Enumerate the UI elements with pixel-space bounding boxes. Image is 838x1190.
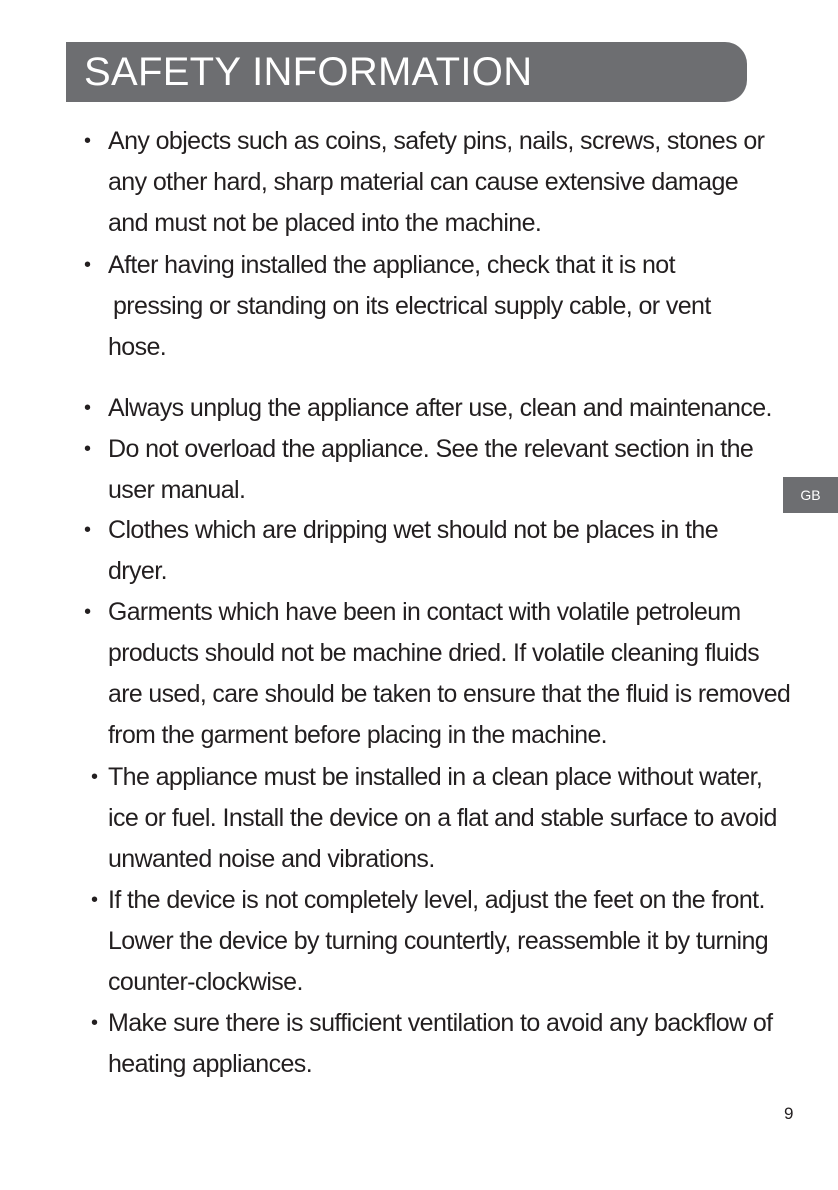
bullet-item	[91, 757, 777, 880]
bullet-marker: •	[84, 397, 91, 419]
bullet-item	[84, 121, 765, 244]
language-tab: GB	[783, 477, 838, 513]
section-title: SAFETY INFORMATION	[84, 50, 533, 94]
text-line: heating appliances.	[108, 1050, 313, 1078]
section-header	[66, 42, 747, 102]
bullet-marker: •	[84, 601, 91, 623]
text-line: dryer.	[108, 557, 167, 585]
text-line: Do not overload the appliance. See the relevant section in the	[108, 435, 754, 463]
text-line: are used, care should be taken to ensure that the fluid is removed	[108, 680, 791, 708]
text-line: unwanted noise and vibrations.	[108, 845, 435, 873]
text-line: Make sure there is sufficient ventilation to avoid any backflow of	[108, 1009, 773, 1037]
bullet-item	[91, 880, 769, 1003]
bullet-item	[84, 388, 772, 429]
bullet-item	[84, 592, 791, 756]
bullet-marker: •	[91, 889, 98, 911]
bullet-item	[91, 1003, 773, 1085]
text-line: user manual.	[108, 476, 246, 504]
text-line: After having installed the appliance, check that it is not	[108, 251, 675, 279]
text-line: The appliance must be installed in a clean place without water,	[108, 763, 763, 791]
text-line: If the device is not completely level, adjust the feet on the front.	[108, 886, 765, 914]
bullet-marker: •	[84, 519, 91, 541]
text-line: Clothes which are dripping wet should not be places in the	[108, 516, 719, 544]
bullet-marker: •	[84, 438, 91, 460]
text-line: Any objects such as coins, safety pins, nails, screws, stones or	[108, 127, 765, 155]
text-line: ice or fuel. Install the device on a flat and stable surface to avoid	[108, 804, 777, 832]
bullet-marker: •	[84, 130, 91, 152]
text-line: pressing or standing on its electrical supply cable, or vent	[113, 292, 711, 320]
text-line: Garments which have been in contact with volatile petroleum	[108, 598, 741, 626]
bullet-item	[84, 245, 711, 368]
bullet-marker: •	[91, 766, 98, 788]
bullet-marker: •	[84, 254, 91, 276]
text-line: from the garment before placing in the machine.	[108, 721, 607, 749]
text-line: Always unplug the appliance after use, clean and maintenance.	[108, 394, 772, 422]
bullet-marker: •	[91, 1012, 98, 1034]
bullet-item	[84, 429, 754, 511]
text-line: and must not be placed into the machine.	[108, 209, 542, 237]
text-line: Lower the device by turning countertly, reassemble it by turning	[108, 927, 769, 955]
text-line: products should not be machine dried. If volatile cleaning fluids	[108, 639, 760, 667]
page-number: 9	[784, 1104, 794, 1123]
text-line: any other hard, sharp material can cause extensive damage	[108, 168, 739, 196]
text-line: counter-clockwise.	[108, 968, 303, 996]
bullet-item	[84, 510, 719, 592]
text-line: hose.	[108, 333, 167, 361]
